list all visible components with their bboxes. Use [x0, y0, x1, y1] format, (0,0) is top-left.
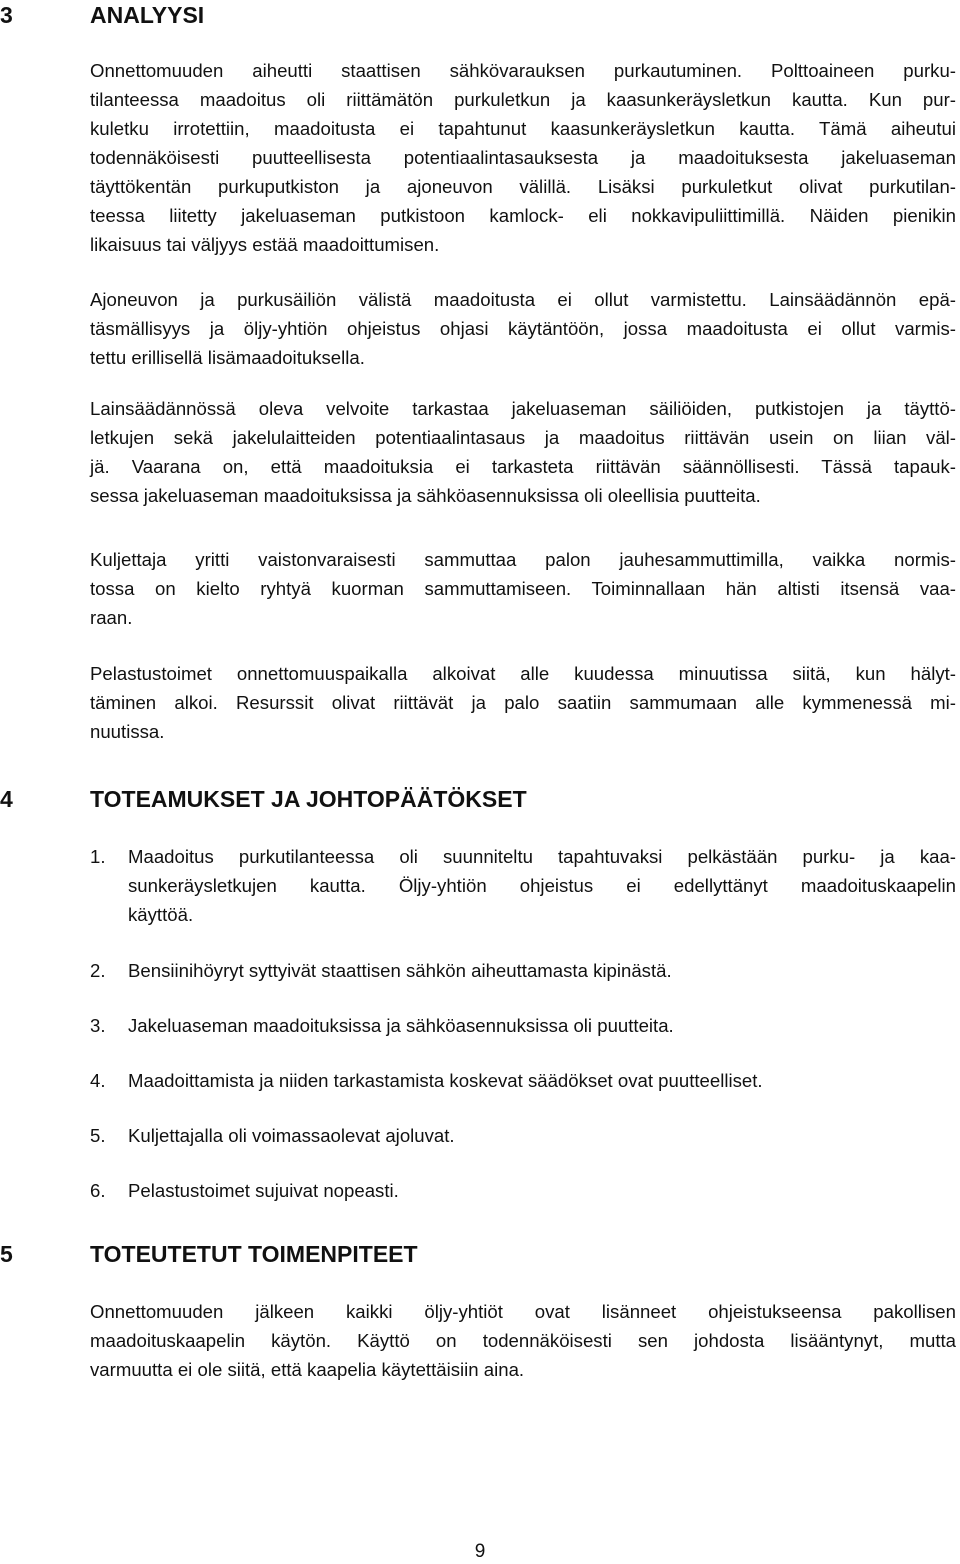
- text-line: Bensiinihöyryt syttyivät staattisen sähkön aiheuttamasta kipinästä.: [128, 960, 672, 981]
- text-line: sessa jakeluaseman maadoituksissa ja sähköasennuksissa oli oleellisia puutteita.: [90, 485, 761, 506]
- text-line: Maadoitus purkutilanteessa oli suunniteltu tapahtuvaksi pelkästään purku- ja kaa-: [128, 846, 956, 867]
- text-line: Pelastustoimet onnettomuuspaikalla alkoivat alle kuudessa minuutissa siitä, kun hälyt-: [90, 663, 956, 684]
- list-number: 6.: [90, 1180, 106, 1201]
- list-text: [128, 1011, 956, 1040]
- section-title: TOTEAMUKSET JA JOHTOPÄÄTÖKSET: [90, 786, 527, 812]
- paragraph: [90, 394, 956, 510]
- text-line: Jakeluaseman maadoituksissa ja sähköasennuksissa oli puutteita.: [128, 1015, 674, 1036]
- section-number: 5: [0, 1241, 13, 1267]
- text-line: Ajoneuvon ja purkusäiliön välistä maadoitusta ei ollut varmistettu. Lainsäädännön epä-: [90, 289, 956, 310]
- text-line: todennäköisesti puutteellisesta potentiaalintasauksesta ja maadoituksesta jakeluaseman: [90, 147, 956, 168]
- page-number: 9: [474, 1541, 486, 1562]
- text-line: likaisuus tai väljyys estää maadoittumisen.: [90, 234, 440, 255]
- list-number: 2.: [90, 960, 106, 981]
- text-line: täminen alkoi. Resurssit olivat riittävät ja palo saatiin sammumaan alle kymmenessä mi-: [90, 692, 956, 713]
- text-line: teessa liitetty jakeluaseman putkistoon kamlock- eli nokkavipuliittimillä. Näiden pienikin: [90, 205, 956, 226]
- paragraph: [90, 56, 956, 259]
- list-text: [128, 842, 956, 929]
- section-title: ANALYYSI: [90, 2, 205, 28]
- text-line: käyttöä.: [128, 904, 194, 925]
- list-number: 3.: [90, 1015, 106, 1036]
- text-line: täyttökentän purkuputkiston ja ajoneuvon välillä. Lisäksi purkuletkut olivat purkutilan-: [90, 176, 956, 197]
- text-line: Kuljettajalla oli voimassaolevat ajoluvat.: [128, 1125, 455, 1146]
- list-text: [128, 1176, 956, 1205]
- text-line: täsmällisyys ja öljy-yhtiön ohjeistus ohjasi käytäntöön, jossa maadoitusta ei ollut varmis-: [90, 318, 956, 339]
- paragraph: [90, 545, 956, 632]
- paragraph: [90, 1297, 956, 1384]
- text-line: tossa on kielto ryhtyä kuorman sammuttamiseen. Toiminnallaan hän altisti itsensä vaa-: [90, 578, 956, 599]
- list-number: 1.: [90, 846, 106, 867]
- text-line: Maadoittamista ja niiden tarkastamista koskevat säädökset ovat puutteelliset.: [128, 1070, 763, 1091]
- text-line: raan.: [90, 607, 133, 628]
- section-number: 3: [0, 2, 13, 28]
- text-line: sunkeräysletkujen kautta. Öljy-yhtiön ohjeistus ei edellyttänyt maadoituskaapelin: [128, 875, 956, 896]
- text-line: maadoituskaapelin käytön. Käyttö on todennäköisesti sen johdosta lisääntynyt, mutta: [90, 1330, 956, 1351]
- text-line: varmuutta ei ole siitä, että kaapelia käytettäisiin aina.: [90, 1359, 525, 1380]
- text-line: jä. Vaarana on, että maadoituksia ei tarkasteta riittävän säännöllisesti. Tässä tapauk-: [90, 456, 956, 477]
- text-line: kuletku irrotettiin, maadoitusta ei tapahtunut kaasunkeräysletkun kautta. Tämä aiheutui: [90, 118, 956, 139]
- list-text: [128, 1066, 956, 1095]
- paragraph: [90, 285, 956, 372]
- text-line: letkujen sekä jakelulaitteiden potentiaalintasaus ja maadoitus riittävän usein on liian väl-: [90, 427, 956, 448]
- text-line: Kuljettaja yritti vaistonvaraisesti sammuttaa palon jauhesammuttimilla, vaikka normis-: [90, 549, 956, 570]
- list-number: 4.: [90, 1070, 106, 1091]
- text-line: tilanteessa maadoitus oli riittämätön purkuletkun ja kaasunkeräysletkun kautta. Kun pur-: [90, 89, 956, 110]
- text-line: Pelastustoimet sujuivat nopeasti.: [128, 1180, 399, 1201]
- list-text: [128, 1121, 956, 1150]
- text-line: nuutissa.: [90, 721, 165, 742]
- text-line: tettu erillisellä lisämaadoituksella.: [90, 347, 365, 368]
- text-line: Lainsäädännössä oleva velvoite tarkastaa jakeluaseman säiliöiden, putkistojen ja täyttö-: [90, 398, 956, 419]
- section-number: 4: [0, 786, 13, 812]
- list-text: [128, 956, 956, 985]
- paragraph: [90, 659, 956, 746]
- section-title: TOTEUTETUT TOIMENPITEET: [90, 1241, 418, 1267]
- text-line: Onnettomuuden aiheutti staattisen sähkövarauksen purkautuminen. Polttoaineen purku-: [90, 60, 956, 81]
- list-number: 5.: [90, 1125, 106, 1146]
- text-line: Onnettomuuden jälkeen kaikki öljy-yhtiöt ovat lisänneet ohjeistukseensa pakollisen: [90, 1301, 956, 1322]
